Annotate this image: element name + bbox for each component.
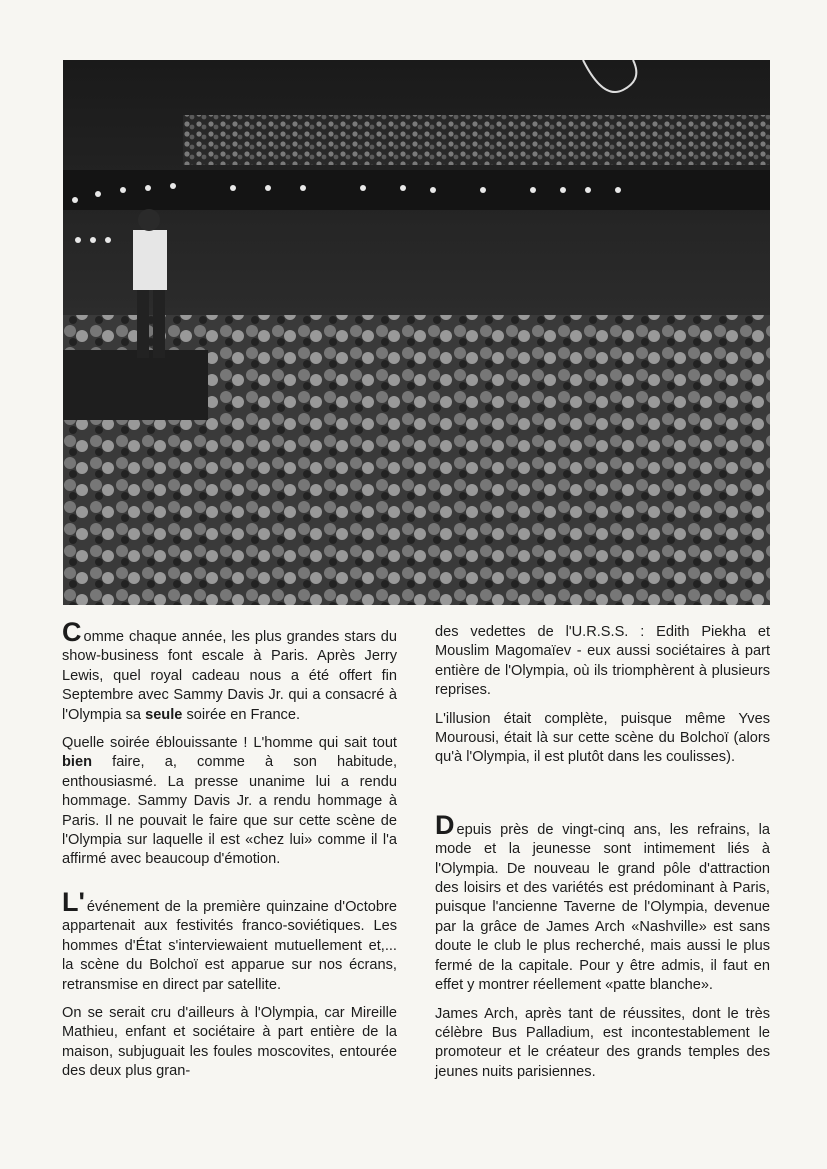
left-column — [62, 617, 397, 1091]
paragraph — [62, 886, 397, 995]
bold-text: seule — [145, 706, 183, 723]
bold-text: bien — [62, 754, 92, 771]
dropcap: C — [62, 617, 82, 647]
text: faire, a, comme à son habitude, enthousiasmé. La presse unanime lui a rendu hommage. Sammy Davis Jr. a rendu hommage à Paris. Il ne pouvait le faire que sur cette scène de l'Olympia sur laquelle il est «chez lui» comme il l'a affirmé avec beaucoup d'émotion. — [62, 754, 397, 868]
paragraph — [62, 734, 397, 870]
text: soirée en France. — [182, 706, 301, 723]
spacer — [435, 777, 770, 816]
text: L'illusion était complète, puisque même Yves Mourousi, était là sur cette scène du Bolchoï (alors qu'à l'Olympia, il est plutôt dans les coulisses). — [435, 710, 770, 766]
right-column — [435, 623, 770, 1091]
text: omme chaque année, les plus grandes stars du show-business font escale à Paris. Après Jerry Lewis, quel royal cadeau nous a été offert fin Septembre avec Sammy Davis Jr. qui a consacré à l'Olympia sa — [62, 629, 397, 723]
concert-photo — [63, 60, 770, 605]
dropcap: D — [435, 809, 455, 840]
paragraph — [435, 623, 770, 701]
paragraph — [62, 617, 397, 725]
paragraph — [435, 809, 770, 996]
text: Quelle soirée éblouissante ! L'homme qui sait tout — [62, 735, 397, 752]
text: des vedettes de l'U.R.S.S. : Edith Piekha et Mouslim Magomaïev - eux aussi sociétaires à part entière de l'Olympia, où ils triomphèrent à plusieurs reprises. — [435, 624, 770, 699]
paragraph — [62, 1004, 397, 1082]
concert-audience-photo — [63, 60, 770, 605]
paragraph — [435, 1005, 770, 1083]
text: événement de la première quinzaine d'Octobre appartenait aux festivités franco-soviétiques. Les hommes d'État s'interviewaient mutuellement et,... la scène du Bolchoï est apparue sur nos écrans, retransmise en direct par satellite. — [62, 898, 397, 993]
dropcap: L' — [62, 886, 85, 917]
text: James Arch, après tant de réussites, dont le très célèbre Bus Palladium, est incontestablement le promoteur et le créateur des grands temples des jeunes nuits parisiennes. — [435, 1005, 770, 1080]
text: On se serait cru d'ailleurs à l'Olympia, car Mireille Mathieu, enfant et sociétaire à part entière de la maison, subjuguait les foules moscovites, entourée des deux plus gran- — [62, 1004, 397, 1080]
paragraph — [435, 710, 770, 768]
text: epuis près de vingt-cinq ans, les refrains, la mode et la jeunesse sont intimement liés à l'Olympia. De nouveau le grand pôle d'attraction des loisirs et des variétés est prédominant à Paris, puisque l'ancienne Taverne de l'Olympia, devenue par la grâce de James Arch «Nashville» est sans doute le club le plus recherché, mais aussi le plus fermé de la capitale. Pour y être admis, il faut en effet y montrer réellement «patte blanche». — [435, 821, 770, 994]
